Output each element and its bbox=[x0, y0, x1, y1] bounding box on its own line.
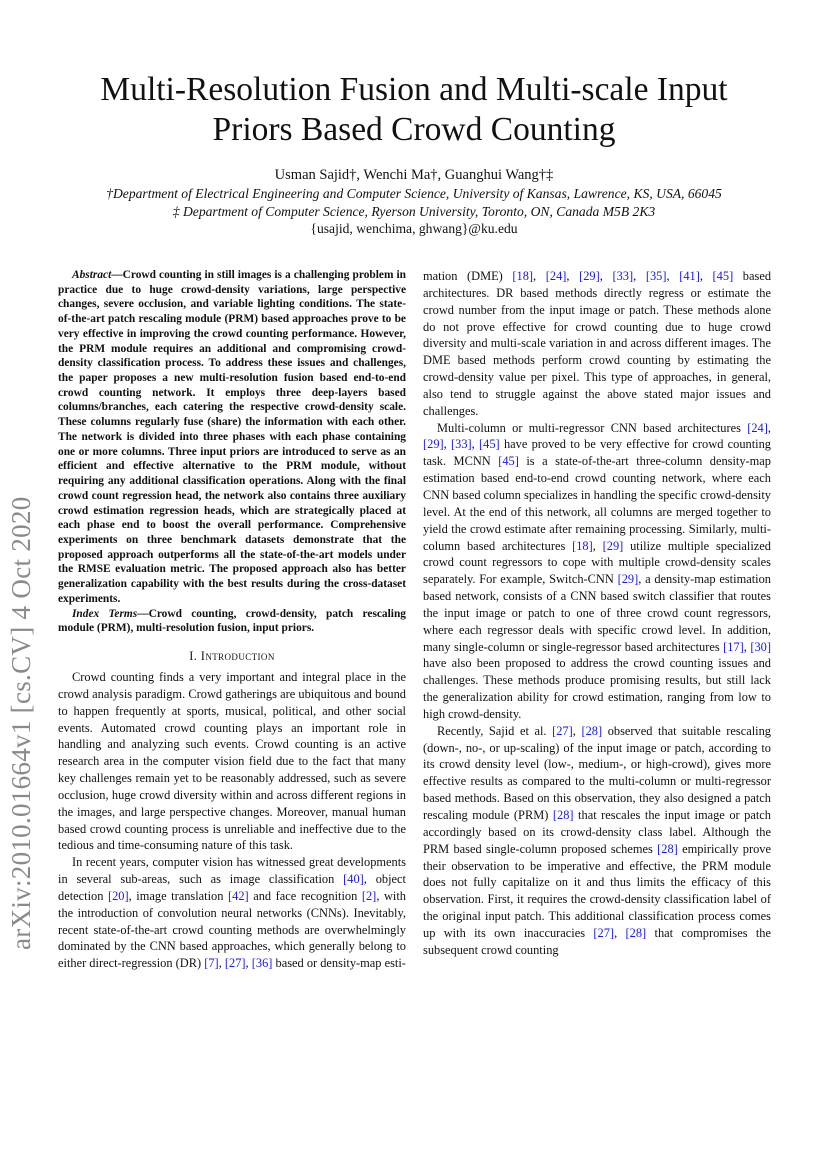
citation-link[interactable]: [29] bbox=[617, 572, 639, 587]
citation-link[interactable]: [29] bbox=[579, 269, 600, 283]
author-emails: {usajid, wenchima, ghwang}@ku.edu bbox=[310, 221, 518, 236]
text-run: and face recognition bbox=[248, 888, 362, 903]
section-heading bbox=[58, 649, 406, 664]
text-run: , bbox=[599, 269, 613, 283]
text-run: , with the introduction of convolution neural networks (CNNs). Inevitably, recent state-of-the-art crowd counting methods are overwhelmingly dominated by the CNN based approaches, which generally belong to either direct-regression (DR) bbox=[58, 888, 406, 971]
abstract-text: —Crowd counting in still images is a challenging problem in practice due to huge crowd-density variations, large perspective changes, severe occlusion, and variable lighting conditions. The state-of-the-art patch rescaling module (PRM) based approaches prove to be very effective in improving the crowd counting performance. However, the PRM module requires an additional and compromising crowd-density classification process. To address these issues and challenges, the paper proposes a new multi-resolution fusion based end-to-end crowd counting network. It employs three deep-layers based columns/branches, each catering the respective crowd-density scale. These columns regularly fuse (share) the information with each other. The network is divided into three phases with each phase containing one or more columns. Three input priors are introduced to serve as an efficient and effective alternative to the PRM module, without requiring any additional classification operations. Along with the final crowd count regression head, the network also contains three auxiliary crowd estimation regression heads, which are strategically placed at each phase end to boost the overall performance. Comprehensive experiments on three benchmark datasets demonstrate that the proposed approach outperforms all the state-of-the-art models under the RMSE evaluation metric. The proposed approach also has better generalization capability with the best results during the cross-dataset experiments. bbox=[58, 269, 406, 605]
text-run: , bbox=[245, 956, 252, 971]
right-paragraph-3 bbox=[423, 723, 771, 959]
citation-link[interactable]: [20] bbox=[107, 888, 129, 903]
citation-link[interactable]: [29] bbox=[602, 538, 624, 553]
text-run: , bbox=[533, 269, 546, 283]
text-run: have proved to be very effective for crowd counting task. MCNN bbox=[423, 437, 771, 469]
right-paragraph-1 bbox=[423, 268, 771, 420]
citation-link[interactable]: [36] bbox=[251, 956, 273, 971]
citation-link[interactable]: [40] bbox=[343, 872, 364, 887]
text-run: , bbox=[471, 437, 480, 452]
citation-link[interactable]: [28] bbox=[581, 723, 603, 738]
text-run: observed that suitable rescaling (down-, no-, or up-scaling) of the input image or patch, according to its crowd density level (low-, medium-, or high-crowd), gives more effective results as compared to the multi-column or multi-regressor based methods. Based on this observation, they also designed a patch rescaling module (PRM) bbox=[423, 723, 771, 822]
citation-link[interactable]: [24] bbox=[545, 269, 567, 283]
citation-link[interactable]: [42] bbox=[228, 888, 249, 903]
abstract bbox=[58, 268, 406, 607]
text-run: , bbox=[767, 420, 771, 435]
citation-link[interactable]: [45] bbox=[479, 437, 500, 452]
paper-title bbox=[60, 70, 768, 150]
text-run: In recent years, computer vision has witnessed great developments in several sub-areas, such as image classification bbox=[58, 855, 406, 887]
text-run: , bbox=[743, 639, 751, 654]
index-terms bbox=[58, 607, 406, 636]
text-run: , bbox=[633, 269, 646, 283]
citation-link[interactable]: [2] bbox=[361, 888, 377, 903]
section-number: I. bbox=[189, 648, 198, 663]
citation-link[interactable]: [18] bbox=[512, 269, 534, 283]
text-run: mation (DME) bbox=[423, 269, 513, 283]
right-paragraph-2 bbox=[423, 420, 771, 723]
text-run: , bbox=[218, 956, 225, 971]
authors: Usman Sajid†, Wenchi Ma†, Guanghui Wang†‡ bbox=[274, 167, 554, 183]
citation-link[interactable]: [24] bbox=[747, 420, 768, 435]
paper-page: arXiv:2010.01664v1 [cs.CV] 4 Oct 2020 Multi-Resolution Fusion and Multi-scale Input Priors Based Crowd Counting Usman Sajid†, Wenchi Ma†, Guanghui Wang†‡ †Department of Electrical Engineering and Computer Science, University of Kansas, Lawrence, KS, USA, 66045 ‡ Department of Computer Science, Ryerson University, Toronto, ON, Canada M5B 2K3 {usajid, wenchima, ghwang}@ku.edu Abstract—Crowd counting in still images is a challenging problem in practice due to huge crowd-density variations, large perspective changes, severe occlusion, and variable lighting conditions. The state-of-the-art patch rescaling module (PRM) based approaches prove to be very effective in improving the crowd counting performance. However, the PRM module requires an additional and compromising crowd-density classification process. To address these issues and challenges, the paper proposes a new multi-resolution fusion based end-to-end crowd counting network. It employs three deep-layers based columns/branches, each catering the respective crowd-density scale. These columns regularly fuse (share) the information with each other. The network is divided into three phases with each phase containing one or more columns. Three input priors are introduced to serve as an efficient and effective alternative to the PRM module, without requiring any additional classification operations. Along with the final crowd count regression head, the network also contains three auxiliary crowd estimation regression heads, which are strategically placed at each phase end to boost the overall performance. Comprehensive experiments on three benchmark datasets demonstrate that the proposed approach outperforms all the state-of-the-art models under the RMSE evaluation metric. The proposed approach also has better generalization capability with the best results during the cross-dataset experiments. Index Terms—Crowd counting, crowd-density, patch rescaling module (PRM), multi-resolution fusion, input priors. I. Introduction Crowd counting finds a very important and integral place in the crowd analysis paradigm. Crowd gatherings are ubiquitous and bound to happen frequently at sports, musical, political, and other social events. Automated crowd counting plays an important role in handling and analyzing such events. Crowd counting is an active research area in the computer vision field due to the fact that many key challenges remain yet to be reasonably addressed, such as severe occlusion, huge crowd diversity within and across different regions in the images, and large perspective changes. Moreover, manual human based crowd counting process is unreliable and ineffective due to the tedious and time-consuming nature of this task. In recent years, computer vision has witnessed great developments in several sub-areas, such as image classification [40], object detection [20], image translation [42] and face recognition [2], with the introduction of convolution neural networks (CNNs). Inevitably, recent state-of-the-art crowd counting methods are overwhelmingly dominated by the CNN based approaches, which generally belong to either direct-regression (DR) [7], [27], [36] based or density-map esti- mation (DME) [18], [24], [29], [33], [35], [41], [45] based architectures. DR based methods directly regress or estimate the crowd number from the input image or patch. These methods alone do not prove effective for crowd counting due to huge crowd diversity and multi-scale variation in and across different images. The DME based methods perform crowd counting by estimating the crowd-density value per pixel. This type of approaches, in general, also tend to struggle against the above stated major issues and challenges. Multi-column or multi-regressor CNN based architectures [24], [29], [33], [45] have proved to be very effective for crowd counting task. MCNN [45] is a state-of-the-art three-column density-map estimation based end-to-end crowd counting network, where each CNN based column specializes in handling the specific crowd-density level. At the end of this network, all columns are merged together to yield the crowd estimate after remaining processing. Similarly, multi-column based architectures [18], [29] utilize multiple specialized crowd count regressors to cope with multiple crowd-density scales separately. For example, Switch-CNN [29], a density-map estimation based network, consists of a CNN based switch classifier that routes the input image or patch to one of three crowd count regressors, where each regressor deals with specific crowd level. In addition, many single-column or single-regressor based architectures [17], [30] have also been proposed to address the crowd counting issues and challenges. These methods produce promising results, but still lack the generalization ability for crowd estimation, ranging from low to high crowd-density. Recently, Sajid et al. [27], [28] observed that suitable rescaling (down-, no-, or up-scaling) of the input image or patch, according to its crowd density level (low-, medium-, or high-crowd), gives more effective results as compared to the multi-column or multi-regressor based methods. Based on this observation, they also designed a patch rescaling module (PRM) [28] that rescales the input image or patch accordingly based on its crowd-density class label. Although the PRM based single-column proposed schemes [28] empirically prove their observation to be imperative and effective, the PRM module does not fully capitalize on it and thus limits the efficacy of this observation. First, it requires the crowd-density classification label of the original input patch. This additional classification process comes up with its own inaccuracies [27], [28] that compromises the subsequent crowd counting bbox=[0, 0, 828, 1171]
index-terms-label: Index Terms bbox=[72, 607, 138, 620]
intro-paragraph-2 bbox=[58, 854, 406, 972]
left-column bbox=[58, 268, 406, 972]
text-run: , bbox=[566, 269, 580, 283]
title-line-2: Priors Based Crowd Counting bbox=[212, 111, 616, 148]
text-run: , object detection bbox=[58, 872, 406, 903]
citation-link[interactable]: [35] bbox=[645, 269, 667, 283]
text-run: , a density-map estimation based network, consists of a CNN based switch classifier that routes the input image or patch to one of three crowd count regressors, where each regressor deals with specific crowd level. In addition, many single-column or single-regressor based architectures bbox=[423, 572, 771, 654]
citation-link[interactable]: [28] bbox=[552, 808, 574, 822]
citation-link[interactable]: [28] bbox=[657, 841, 678, 856]
citation-link[interactable]: [7] bbox=[204, 956, 219, 971]
citation-link[interactable]: [33] bbox=[612, 269, 634, 283]
citation-link[interactable]: [45] bbox=[498, 454, 519, 469]
text-run: , bbox=[699, 269, 713, 283]
text-run: , image translation bbox=[128, 888, 228, 903]
title-line-1: Multi-Resolution Fusion and Multi-scale Input bbox=[100, 71, 728, 108]
text-run: have also been proposed to address the crowd counting issues and challenges. These methods produce promising results, but still lack the generalization ability for crowd estimation, ranging from low to high crowd-density. bbox=[423, 656, 771, 721]
text-run: empirically prove their observation to be imperative and effective, the PRM module does not fully capitalize on it and thus limits the efficacy of this observation. First, it requires the crowd-density classification label of the original input patch. This additional classification process comes up with its own inaccuracies bbox=[423, 841, 771, 940]
text-run: , bbox=[614, 925, 626, 940]
citation-link[interactable]: [17] bbox=[723, 639, 744, 654]
abstract-label: Abstract bbox=[72, 269, 112, 281]
citation-link[interactable]: [45] bbox=[712, 269, 734, 283]
text-run: Recently, Sajid et al. bbox=[437, 723, 553, 738]
citation-link[interactable]: [29] bbox=[423, 437, 444, 452]
intro-paragraph-1: Crowd counting finds a very important and integral place in the crowd analysis paradigm. Crowd gatherings are ubiquitous and bound to happen frequently at sports, musical, political, and other social events. Automated crowd counting plays an important role in handling and analyzing such events. Crowd counting is an active research area in the computer vision field due to the fact that many key challenges remain yet to be reasonably addressed, such as severe occlusion, huge crowd diversity within and across different regions in the images, and large perspective changes. Moreover, manual human based crowd counting process is unreliable and ineffective due to the tedious and time-consuming nature of this task. bbox=[58, 669, 406, 853]
text-run: , bbox=[666, 269, 680, 283]
text-run: Multi-column or multi-regressor CNN based architectures bbox=[437, 420, 748, 435]
section-title: Introduction bbox=[200, 648, 275, 663]
text-run: utilize multiple specialized crowd count regressors to cope with multiple crowd-density scales separately. For example, Switch-CNN bbox=[423, 538, 771, 587]
citation-link[interactable]: [27] bbox=[593, 925, 615, 940]
text-run: that compromises the subsequent crowd counting bbox=[423, 925, 771, 957]
text-run: based or density-map esti- bbox=[272, 956, 406, 971]
citation-link[interactable]: [28] bbox=[625, 925, 647, 940]
text-run: based architectures. DR based methods directly regress or estimate the crowd number from the input image or patch. These methods alone do not prove effective for crowd counting due to huge crowd diversity and multi-scale variation in and across different images. The DME based methods perform crowd counting by estimating the crowd-density value per pixel. This type of approaches, in general, also tend to struggle against the above stated major issues and challenges. bbox=[423, 269, 772, 418]
index-terms-text: —Crowd counting, crowd-density, patch rescaling module (PRM), multi-resolution fusion, input priors. bbox=[58, 607, 406, 635]
citation-link[interactable]: [27] bbox=[224, 956, 246, 971]
text-run: , bbox=[443, 437, 452, 452]
citation-link[interactable]: [27] bbox=[552, 723, 573, 738]
citation-link[interactable]: [30] bbox=[750, 639, 771, 654]
text-run: that rescales the input image or patch accordingly based on its crowd-density class label. Although the PRM based single-column proposed schemes bbox=[423, 808, 771, 856]
right-column bbox=[423, 268, 771, 959]
text-run: is a state-of-the-art three-column density-map estimation based end-to-end crowd counting network, where each CNN based column specializes in handling the specific crowd-density level. At the end of this network, all columns are merged together to yield the crowd estimate after remaining processing. Similarly, multi-column based architectures bbox=[423, 454, 771, 553]
citation-link[interactable]: [41] bbox=[679, 269, 700, 283]
text-run: , bbox=[572, 723, 582, 738]
affiliation-2: ‡ Department of Computer Science, Ryerson University, Toronto, ON, Canada M5B 2K3 bbox=[172, 204, 656, 219]
citation-link[interactable]: [33] bbox=[451, 437, 472, 452]
citation-link[interactable]: [18] bbox=[572, 538, 593, 553]
affiliation-1: †Department of Electrical Engineering and Computer Science, University of Kansas, Lawrence, KS, USA, 66045 bbox=[106, 186, 722, 201]
text-run: , bbox=[592, 538, 603, 553]
